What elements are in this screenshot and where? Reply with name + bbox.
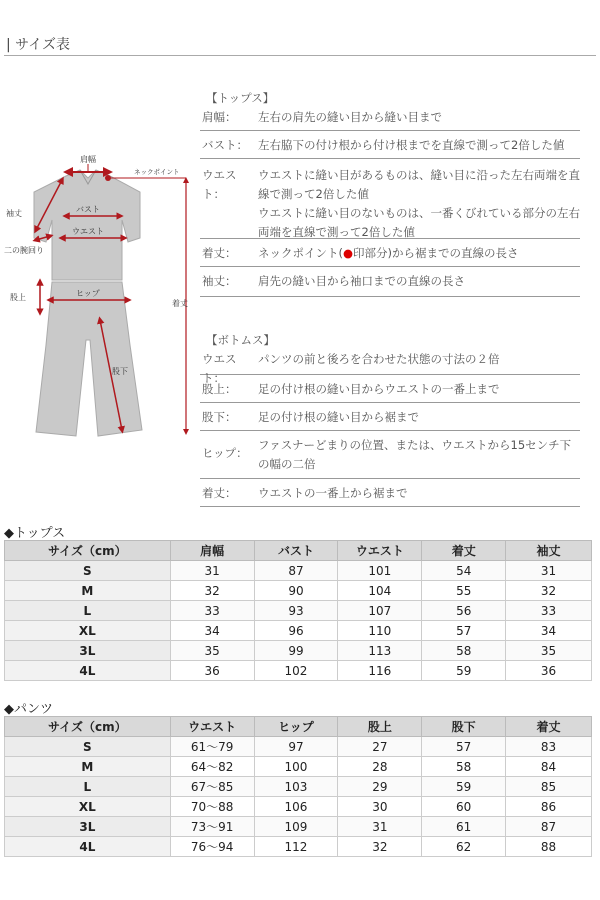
table-row <box>5 777 592 797</box>
column-header: 股下 <box>422 717 506 737</box>
table-cell: 59 <box>422 661 506 681</box>
guide-row-kitake <box>200 244 580 267</box>
table-cell: 97 <box>254 737 338 757</box>
guide-key: ヒップ： <box>202 446 248 460</box>
table-cell: 32 <box>170 581 254 601</box>
size-cell: 3L <box>5 817 171 837</box>
guide-row-waist <box>200 166 580 239</box>
table-cell: 35 <box>506 641 592 661</box>
table-cell: 102 <box>254 661 338 681</box>
guide-value: ウエストの一番上から裾まで <box>258 486 408 500</box>
matashita-label: 股下 <box>112 367 128 376</box>
size-cell: XL <box>5 797 171 817</box>
table-cell: 27 <box>338 737 422 757</box>
table-cell: 112 <box>254 837 338 857</box>
table-cell: 33 <box>506 601 592 621</box>
table-cell: 104 <box>338 581 422 601</box>
guide-row-matashita <box>200 408 580 431</box>
table-cell: 34 <box>170 621 254 641</box>
table-header-row <box>5 541 592 561</box>
pants-table-caption: ◆パンツ <box>4 702 53 717</box>
size-cell: 3L <box>5 641 171 661</box>
table-cell: 85 <box>506 777 592 797</box>
table-header-row <box>5 717 592 737</box>
guide-row-bust <box>200 136 580 159</box>
table-cell: 64～82 <box>170 757 254 777</box>
table-row <box>5 837 592 857</box>
size-cell: S <box>5 561 171 581</box>
table-cell: 28 <box>338 757 422 777</box>
guide-row-katahaba <box>200 108 580 131</box>
table-cell: 31 <box>506 561 592 581</box>
table-cell: 29 <box>338 777 422 797</box>
guide-value-post: 印部分)から裾までの直線の長さ <box>353 246 519 260</box>
table-cell: 35 <box>170 641 254 661</box>
size-cell: 4L <box>5 837 171 857</box>
guide-key: 股下： <box>202 410 237 424</box>
column-header: サイズ（cm） <box>5 717 171 737</box>
table-row <box>5 661 592 681</box>
table-cell: 86 <box>506 797 592 817</box>
measurement-illustration <box>0 140 200 460</box>
size-cell: L <box>5 601 171 621</box>
column-header: ウエスト <box>170 717 254 737</box>
table-cell: 100 <box>254 757 338 777</box>
size-cell: M <box>5 757 171 777</box>
table-row <box>5 817 592 837</box>
table-cell: 59 <box>422 777 506 797</box>
table-cell: 109 <box>254 817 338 837</box>
neck-point-dot <box>105 175 111 181</box>
guide-key: 着丈： <box>202 486 237 500</box>
table-cell: 55 <box>422 581 506 601</box>
table-cell: 61～79 <box>170 737 254 757</box>
guide-row-pants-waist <box>200 350 580 385</box>
guide-row-sodetake <box>200 272 580 297</box>
table-cell: 34 <box>506 621 592 641</box>
column-header: ヒップ <box>254 717 338 737</box>
guide-value <box>258 244 580 263</box>
matagami-label: 股上 <box>10 293 26 302</box>
table-cell: 62 <box>422 837 506 857</box>
table-cell: 36 <box>506 661 592 681</box>
table-cell: 33 <box>170 601 254 621</box>
table-cell: 106 <box>254 797 338 817</box>
guide-value: 左右脇下の付け根から付け根までを直線で測って2倍した値 <box>258 138 565 152</box>
table-row <box>5 797 592 817</box>
table-cell: 87 <box>254 561 338 581</box>
tops-guide-title: 【トップス】 <box>206 91 275 105</box>
column-header: 着丈 <box>506 717 592 737</box>
table-cell: 88 <box>506 837 592 857</box>
hip-label: ヒップ <box>76 289 100 298</box>
table-cell: 32 <box>506 581 592 601</box>
neck-point-mark-icon: ● <box>343 246 354 260</box>
tops-size-table <box>4 540 592 681</box>
size-cell: XL <box>5 621 171 641</box>
bust-label: バスト <box>76 205 100 214</box>
guide-value: ファスナーどまりの位置、または、ウエストから15センチ下の幅の二倍 <box>258 438 572 471</box>
table-cell: 60 <box>422 797 506 817</box>
guide-value: 足の付け根の縫い目からウエストの一番上まで <box>258 382 500 396</box>
tops-table-caption: ◆トップス <box>4 526 66 541</box>
table-cell: 101 <box>338 561 422 581</box>
table-row <box>5 561 592 581</box>
title-divider <box>4 55 596 56</box>
table-cell: 96 <box>254 621 338 641</box>
guide-key: ウエスト： <box>202 352 237 385</box>
table-cell: 31 <box>338 817 422 837</box>
guide-value: 左右の肩先の縫い目から縫い目まで <box>258 110 442 124</box>
table-cell: 67～85 <box>170 777 254 797</box>
column-header: ウエスト <box>338 541 422 561</box>
table-cell: 73～91 <box>170 817 254 837</box>
column-header: 肩幅 <box>170 541 254 561</box>
table-cell: 61 <box>422 817 506 837</box>
guide-key: ウエスト： <box>202 168 237 201</box>
size-cell: S <box>5 737 171 757</box>
table-cell: 90 <box>254 581 338 601</box>
size-cell: 4L <box>5 661 171 681</box>
guide-value: 肩先の縫い目から袖口までの直線の長さ <box>258 274 465 288</box>
table-row <box>5 581 592 601</box>
table-cell: 107 <box>338 601 422 621</box>
table-cell: 30 <box>338 797 422 817</box>
size-cell: L <box>5 777 171 797</box>
column-header: 着丈 <box>422 541 506 561</box>
table-cell: 103 <box>254 777 338 797</box>
guide-key: バスト： <box>202 138 248 152</box>
table-cell: 58 <box>422 641 506 661</box>
table-cell: 87 <box>506 817 592 837</box>
guide-value: ウエストに縫い目があるものは、縫い目に沿った左右両端を直線で測って2倍した値 ウエストに縫い目のないものは、一番くびれている部分の左右両端を直線で測って2倍した値 <box>258 168 580 239</box>
pants-size-table <box>4 716 592 857</box>
guide-value-pre: ネックポイント( <box>258 246 343 260</box>
waist-label: ウエスト <box>72 227 104 236</box>
guide-value: パンツの前と後ろを合わせた状態の寸法の２倍 <box>258 352 500 366</box>
table-cell: 58 <box>422 757 506 777</box>
guide-key: 袖丈： <box>202 274 237 288</box>
guide-key: 着丈： <box>202 246 237 260</box>
katahaba-label: 肩幅 <box>80 155 96 164</box>
table-cell: 84 <box>506 757 592 777</box>
column-header: サイズ（cm） <box>5 541 171 561</box>
table-cell: 93 <box>254 601 338 621</box>
guide-value: 足の付け根の縫い目から裾まで <box>258 410 419 424</box>
column-header: バスト <box>254 541 338 561</box>
shirt-shape <box>34 170 140 280</box>
table-cell: 57 <box>422 737 506 757</box>
table-row <box>5 621 592 641</box>
kitake-label: 着丈 <box>172 299 188 308</box>
bottoms-guide-title: 【ボトムス】 <box>206 333 275 347</box>
neck-point-label: ネックポイント <box>134 168 180 176</box>
column-header: 袖丈 <box>506 541 592 561</box>
size-cell: M <box>5 581 171 601</box>
table-cell: 76～94 <box>170 837 254 857</box>
guide-row-matagami <box>200 380 580 403</box>
guide-key: 股上： <box>202 382 237 396</box>
measurement-guide <box>200 90 580 510</box>
table-cell: 57 <box>422 621 506 641</box>
table-cell: 70～88 <box>170 797 254 817</box>
guide-key: 肩幅： <box>202 110 237 124</box>
table-cell: 54 <box>422 561 506 581</box>
table-cell: 31 <box>170 561 254 581</box>
column-header: 股上 <box>338 717 422 737</box>
table-cell: 36 <box>170 661 254 681</box>
table-cell: 99 <box>254 641 338 661</box>
table-cell: 56 <box>422 601 506 621</box>
guide-row-pants-kitake <box>200 484 580 507</box>
page-title: | サイズ表 <box>6 37 71 53</box>
table-row <box>5 737 592 757</box>
table-cell: 110 <box>338 621 422 641</box>
ninowamawari-label: 二の腕回り <box>4 246 44 255</box>
table-row <box>5 757 592 777</box>
table-row <box>5 641 592 661</box>
table-cell: 116 <box>338 661 422 681</box>
table-cell: 32 <box>338 837 422 857</box>
pants-shape <box>36 282 142 436</box>
sodetake-label: 袖丈 <box>6 209 22 218</box>
table-cell: 113 <box>338 641 422 661</box>
table-row <box>5 601 592 621</box>
table-cell: 83 <box>506 737 592 757</box>
guide-row-hip <box>200 436 580 479</box>
